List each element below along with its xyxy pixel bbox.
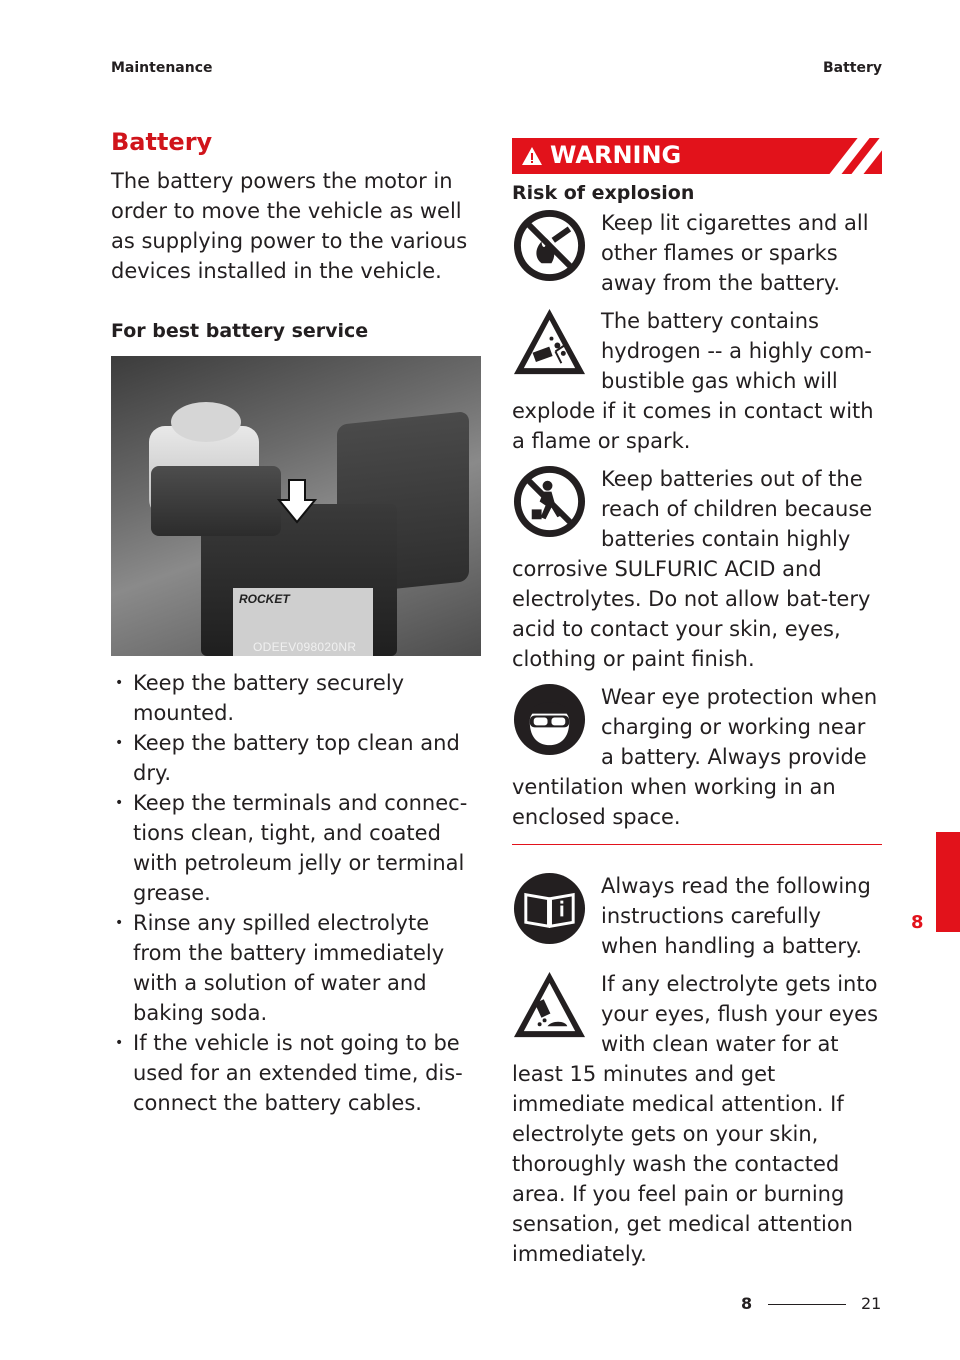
section-title: Battery <box>111 128 213 156</box>
reservoir-cap <box>171 402 241 442</box>
subsection-title: For best battery service <box>111 320 369 342</box>
warning-item <box>512 464 882 674</box>
chapter-tab <box>936 832 960 932</box>
warning-triangle-icon <box>521 146 543 166</box>
battery-brand: ROCKET <box>239 592 290 606</box>
header-topic: Battery <box>822 60 882 76</box>
warning-item <box>512 208 882 298</box>
service-tips-list <box>111 668 481 1118</box>
note-text: If any electrolyte gets into your eyes, flush your eyes with clean water for at least 15 minutes and get immediate medical attention. If electrolyte gets on your skin, thoroughly wash the contacted area. If you feel pain or burning sensation, get medical attention immediately. <box>512 972 879 1266</box>
footer-rule <box>768 1304 846 1305</box>
left-column <box>111 128 481 1118</box>
warning-text: Keep batteries out of the reach of children because batteries contain highly corrosive SULFURIC ACID and electrolytes. Do not allow bat-tery acid to contact your skin, eyes, clothing or paint finish. <box>512 467 873 671</box>
corrosive-icon <box>512 969 587 1044</box>
list-item: • Keep the battery securely mounted. <box>111 668 481 728</box>
terminal-cover <box>151 466 281 536</box>
warning-text: Keep lit cigarettes and all other flames or sparks away from the battery. <box>601 211 869 295</box>
note-item <box>512 871 882 961</box>
header-section: Maintenance <box>111 60 213 76</box>
note-text: Always read the following instructions carefully when handling a battery. <box>601 874 871 958</box>
list-item: • Keep the terminals and connec-tions clean, tight, and coated with petroleum jelly or terminal grease. <box>111 788 481 908</box>
warning-text: Wear eye protection when charging or working near a battery. Always provide ventilation when working in an enclosed space. <box>512 685 878 829</box>
eye-protection-icon <box>512 682 587 757</box>
no-flame-icon <box>512 208 587 283</box>
section-divider <box>512 844 882 845</box>
intro-paragraph: The battery powers the motor in order to move the vehicle as well as supplying power to the various devices installed in the vehicle. <box>111 169 468 283</box>
note-item <box>512 969 882 1269</box>
warning-item <box>512 682 882 832</box>
warning-item <box>512 306 882 456</box>
explosive-icon <box>512 306 587 381</box>
warning-banner <box>512 138 882 174</box>
read-manual-icon <box>512 871 587 946</box>
list-item: • If the vehicle is not going to be used for an extended time, dis-connect the battery cables. <box>111 1028 481 1118</box>
page-number: 21 <box>861 1294 882 1313</box>
right-column <box>512 138 882 1277</box>
photo-code: ODEEV098020NR <box>253 640 357 654</box>
footer-chapter: 8 <box>741 1294 753 1313</box>
chapter-tab-number: 8 <box>911 912 924 933</box>
arrow-down-icon <box>277 478 317 524</box>
warning-text: The battery contains hydrogen -- a highly com-bustible gas which will explode if it comes in contact with a flame or spark. <box>512 309 874 453</box>
list-item: • Rinse any spilled electrolyte from the battery immediately with a solution of water and baking soda. <box>111 908 481 1028</box>
list-item: • Keep the battery top clean and dry. <box>111 728 481 788</box>
warning-subtitle: Risk of explosion <box>512 182 695 204</box>
keep-children-away-icon <box>512 464 587 539</box>
warning-label: WARNING <box>550 141 682 169</box>
battery-photo <box>111 356 481 656</box>
